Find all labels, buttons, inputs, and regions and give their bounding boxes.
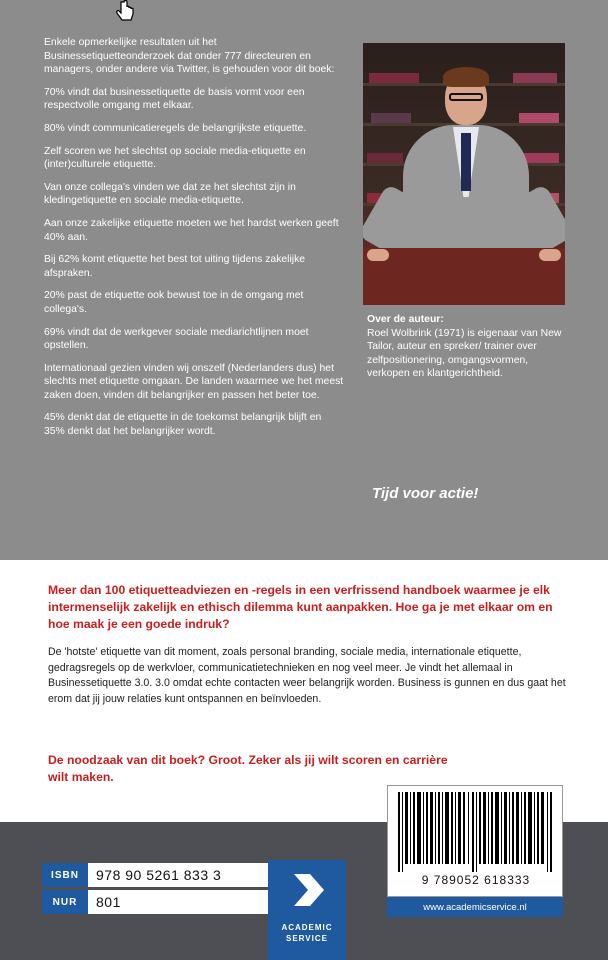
barcode-number: 9 789052 618333 (421, 873, 531, 887)
description-text: De 'hotste' etiquette van dit moment, zoals personal branding, sociale media, internationale etiquette, gedragsregels op de werkvloer, communicatietechnieken en nog veel meer. Je vindt het allemaal in Businessetiquette 3.0. 3.0 omdat echte contacten weer belangrijk worden. Business is gunnen en dus gaat het erom dat jij jouw relaties kunt ontspannen en beïnvloeden. (48, 646, 566, 705)
logo-line2: SERVICE (286, 934, 328, 943)
isbn-label: ISBN (42, 863, 88, 887)
author-bio (367, 313, 567, 381)
stat-item: 20% past de etiquette ook bewust toe in de omgang met collega's. (44, 290, 304, 315)
author-photo (363, 43, 565, 305)
nur-label: NUR (42, 890, 88, 914)
promo-headline: Meer dan 100 etiquetteadviezen en -regels in een verfrissend handboek waarmee je elk intermenselijk zakelijk en ethisch dilemma kunt aanpakken. Hoe ga je met elkaar om en hoe maak je een goede indruk? (48, 583, 553, 631)
logo-line1: ACADEMIC (281, 923, 333, 932)
closing-statement: De noodzaak van dit boek? Groot. Zeker als jij wilt scoren en carrière wilt maken. (48, 753, 448, 784)
nur-row (42, 890, 298, 914)
barcode (387, 785, 563, 897)
author-heading: Over de auteur: (367, 314, 444, 325)
hand-cursor-icon (112, 0, 138, 26)
stat-item: Internationaal gezien vinden wij onszelf (Nederlanders dus) het slechts met etiquette omgaan. De landen waarmee we het meest zaken doen, vinden dit belangrijker en passen het beter toe. (44, 362, 344, 401)
stat-item: 45% denkt dat de etiquette in de toekomst belangrijk blijft en 35% denkt dat het belangrijker wordt. (44, 412, 322, 438)
nur-value: 801 (88, 890, 298, 914)
author-text: Roel Wolbrink (1971) is eigenaar van New Tailor, auteur en spreker/ trainer over zelfpositionering, omgangsvormen, verkopen en klantgerichtheid. (367, 327, 562, 380)
publisher-logo (268, 860, 346, 960)
isbn-row (42, 863, 298, 887)
stat-item: Zelf scoren we het slechtst op sociale media-etiquette en (inter)culturele etiquette. (44, 145, 306, 171)
barcode-bars (398, 792, 554, 872)
stat-item: 80% vindt communicatieregels de belangrijkste etiquette. (44, 122, 307, 134)
stat-item: Van onze collega's vinden we dat ze het slechtst zijn in kledingetiquette en sociale media-etiquette. (44, 181, 296, 207)
survey-results (44, 36, 344, 448)
stat-item: Aan onze zakelijke etiquette moeten we het hardst werken geeft 40% aan. (44, 217, 339, 243)
stat-item: Bij 62% komt etiquette het best tot uiting tijdens zakelijke afspraken. (44, 254, 306, 279)
chevron-right-icon (288, 870, 328, 910)
intro-text: Enkele opmerkelijke resultaten uit het Businessetiquetteonderzoek dat onder 777 directeuren en managers, onder andere via Twitter, is gehouden voor dit boek: (44, 37, 335, 76)
stat-item: 69% vindt dat de werkgever sociale mediarichtlijnen moet opstellen. (44, 326, 309, 352)
publisher-url: www.academicservice.nl (387, 897, 563, 917)
stat-item: 70% vindt dat businessetiquette de basis vormt voor een respectvolle omgang met elkaar. (44, 86, 305, 112)
tagline: Tijd voor actie! (372, 485, 479, 502)
isbn-value: 978 90 5261 833 3 (88, 863, 298, 887)
